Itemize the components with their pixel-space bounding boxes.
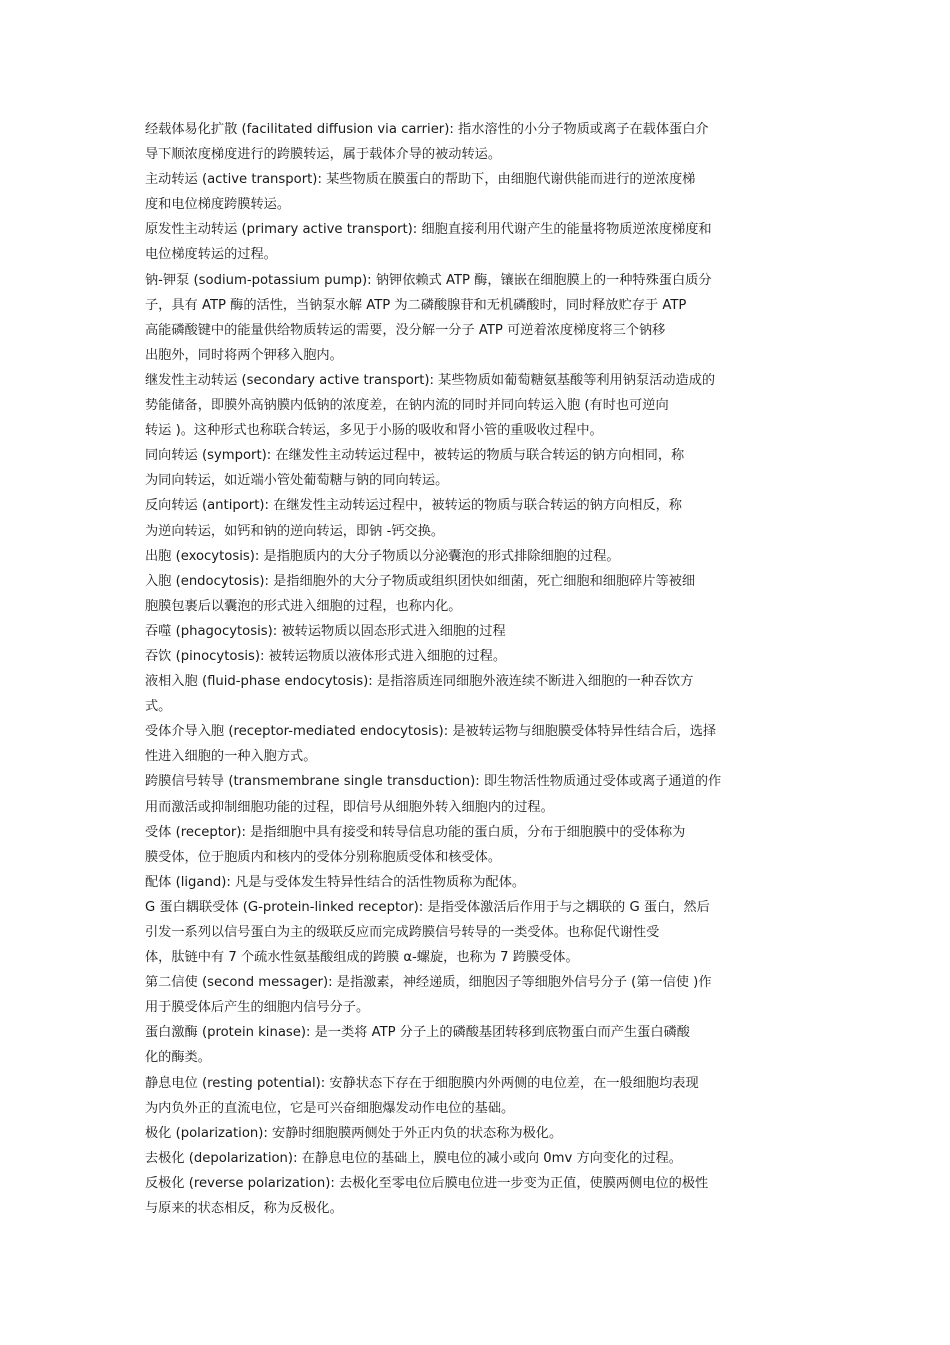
text-line: 为逆向转运，如钙和钠的逆向转运，即钠 -钙交换。 [145,523,445,539]
text-line: 极化 (polarization): 安静时细胞膜两侧处于外正内负的状态称为极化。 [145,1125,563,1141]
text-line: 引发一系列以信号蛋白为主的级联反应而完成跨膜信号转导的一类受体。也称促代谢性受 [145,925,660,940]
text-line: 导下顺浓度梯度进行的跨膜转运，属于载体介导的被动转运。 [145,147,502,163]
text-line: 胞膜包裹后以囊泡的形式进入细胞的过程，也称内化。 [145,598,462,614]
text-line: 化的酶类。 [145,1050,211,1066]
text-line: 子，具有 ATP 酶的活性，当钠泵水解 ATP 为二磷酸腺苷和无机磷酸时，同时释放贮存于 ATP [145,297,687,313]
text-line: 为同向转运，如近端小管处葡萄糖与钠的同向转运。 [145,473,449,489]
text-line: 度和电位梯度跨膜转运。 [145,197,291,213]
text-line: 式。 [145,699,172,715]
text-line: 转运 )。这种形式也称联合转运，多见于小肠的吸收和肾小管的重吸收过程中。 [145,423,603,439]
text-line: 电位梯度转运的过程。 [145,247,277,263]
text-line: 为内负外正的直流电位，它是可兴奋细胞爆发动作电位的基础。 [145,1100,515,1116]
text-line: 受体介导入胞 (receptor-mediated endocytosis): 是被转运物与细胞膜受体特异性结合后，选择 [145,724,717,740]
text-line: 第二信使 (second messager): 是指激素，神经递质，细胞因子等细胞外信号分子 (第一信使 )作 [145,975,712,991]
text-line: 继发性主动转运 (secondary active transport): 某些物质如葡萄糖氨基酸等利用钠泵活动造成的 [145,372,716,388]
text-line: 用于膜受体后产生的细胞内信号分子。 [145,1000,370,1016]
text-line: 主动转运 (active transport): 某些物质在膜蛋白的帮助下，由细胞代谢供能而进行的逆浓度梯 [145,172,696,188]
text-line: 与原来的状态相反，称为反极化。 [145,1201,343,1217]
text-line: 蛋白激酶 (protein kinase): 是一类将 ATP 分子上的磷酸基团转移到底物蛋白而产生蛋白磷酸 [145,1025,690,1041]
text-line: 吞噬 (phagocytosis): 被转运物质以固态形式进入细胞的过程 [145,623,506,639]
text-line: 吞饮 (pinocytosis): 被转运物质以液体形式进入细胞的过程。 [145,648,507,664]
text-line: 去极化 (depolarization): 在静息电位的基础上，膜电位的减小或向 0mv 方向变化的过程。 [145,1150,682,1166]
text-line: 经载体易化扩散 (facilitated diffusion via carrier): 指水溶性的小分子物质或离子在载体蛋白介 [145,122,709,137]
text-line: 用而激活或抑制细胞功能的过程，即信号从细胞外转入细胞内的过程。 [145,799,554,815]
text-line: 膜受体，位于胞质内和核内的受体分别称胞质受体和核受体。 [145,849,502,865]
text-line: 势能储备，即膜外高钠膜内低钠的浓度差，在钠内流的同时并同向转运入胞 (有时也可逆向 [145,398,669,414]
text-line: 反向转运 (antiport): 在继发性主动转运过程中，被转运的物质与联合转运的钠方向相反，称 [145,498,682,514]
text-line: 液相入胞 (fluid-phase endocytosis): 是指溶质连同细胞外液连续不断进入细胞的一种吞饮方 [145,674,694,690]
text-line: 高能磷酸键中的能量供给物质转运的需要，没分解一分子 ATP 可逆着浓度梯度将三个钠移 [145,322,666,338]
text-line: G 蛋白耦联受体 (G-protein-linked receptor): 是指受体激活后作用于与之耦联的 G 蛋白，然后 [145,899,710,915]
text-line: 性进入细胞的一种入胞方式。 [145,749,317,765]
text-line: 配体 (ligand): 凡是与受体发生特异性结合的活性物质称为配体。 [145,874,526,890]
text-line: 静息电位 (resting potential): 安静状态下存在于细胞膜内外两侧的电位差，在一般细胞均表现 [145,1075,699,1091]
document-page [145,117,815,1221]
text-line: 钠-钾泵 (sodium-potassium pump): 钠钾依赖式 ATP 酶，镶嵌在细胞膜上的一种特殊蛋白质分 [145,272,712,288]
text-line: 受体 (receptor): 是指细胞中具有接受和转导信息功能的蛋白质，分布于细胞膜中的受体称为 [145,824,686,840]
text-line: 体，肽链中有 7 个疏水性氨基酸组成的跨膜 α-螺旋，也称为 7 跨膜受体。 [145,950,579,966]
text-line: 出胞外，同时将两个钾移入胞内。 [145,347,343,363]
text-line: 同向转运 (symport): 在继发性主动转运过程中，被转运的物质与联合转运的钠方向相同，称 [145,448,685,464]
text-line: 出胞 (exocytosis): 是指胞质内的大分子物质以分泌囊泡的形式排除细胞的过程。 [145,548,620,564]
text-line: 跨膜信号转导 (transmembrane single transduction): 即生物活性物质通过受体或离子通道的作 [145,774,722,790]
text-line: 原发性主动转运 (primary active transport): 细胞直接利用代谢产生的能量将物质逆浓度梯度和 [145,222,712,238]
text-line: 入胞 (endocytosis): 是指细胞外的大分子物质或组织团快如细菌，死亡细胞和细胞碎片等被细 [145,573,696,589]
text-line: 反极化 (reverse polarization): 去极化至零电位后膜电位进一步变为正值，使膜两侧电位的极性 [145,1175,709,1191]
